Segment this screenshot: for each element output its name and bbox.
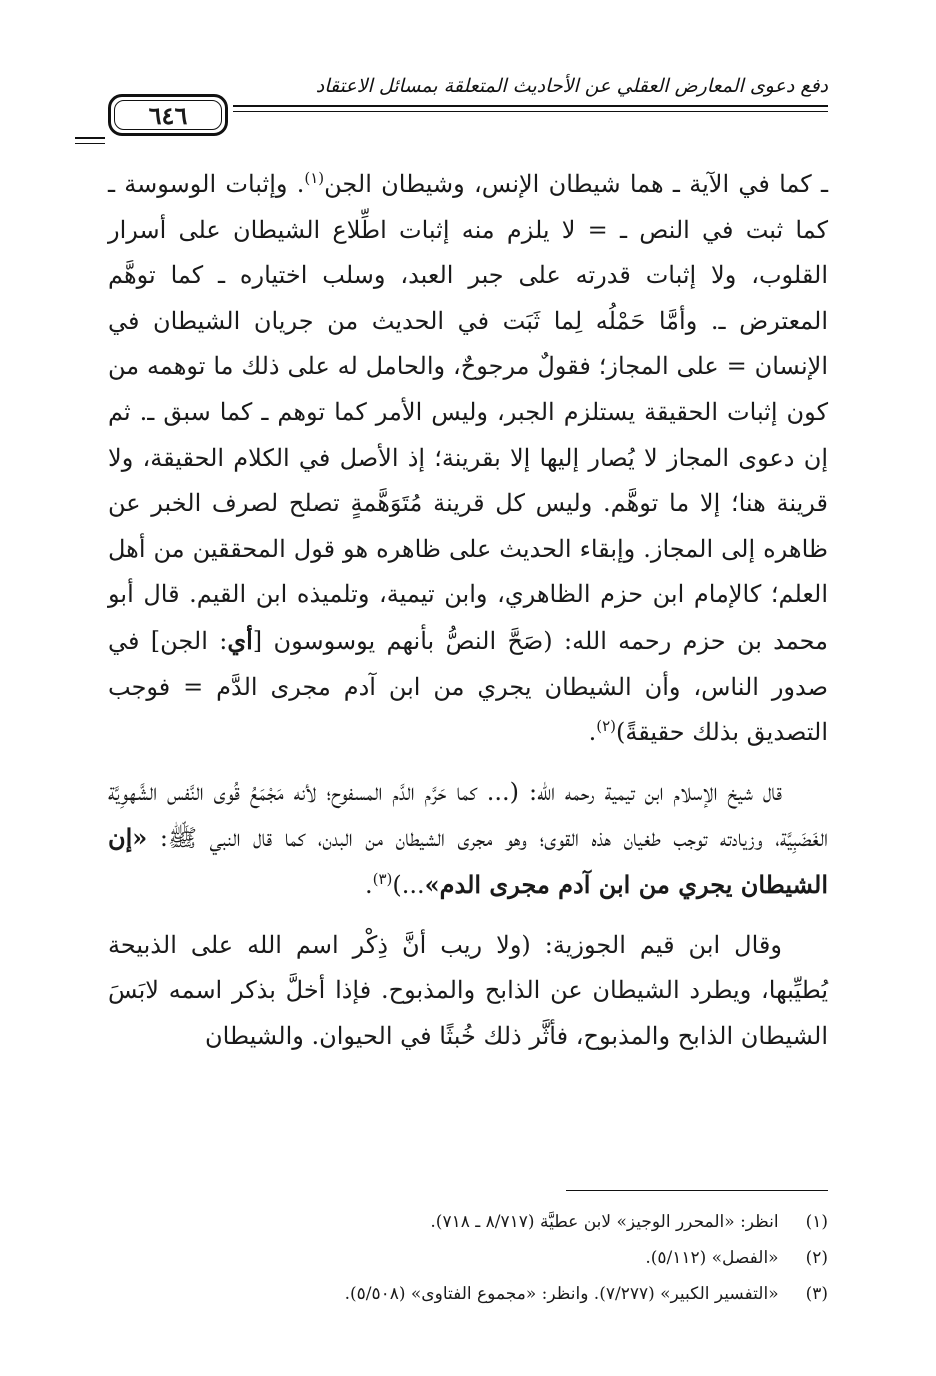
header-rule-left-thin	[75, 143, 105, 144]
footnote-item	[108, 1204, 828, 1240]
page-header	[108, 72, 828, 142]
footnote-item	[108, 1240, 828, 1276]
page-number-text: ٦٤٦	[148, 100, 188, 130]
footnote-reference: (١)	[304, 169, 325, 187]
text-run: وقال ابن قيم الجوزية: (ولا ريب أنَّ ذِكْر اسم الله على الذبيحة يُطيِّبها، ويطرد الشيطان عن الذابح والمذبوح. فإذا أخلَّ بذكر اسمه لابَسَ الشيطان الذابح والمذبوح، فأثَّر ذلك خُبثًا في الحيوان. والشيطان	[108, 930, 828, 1050]
paragraph	[108, 770, 828, 909]
footnote-text: «الفصل» (٥/١١٢).	[645, 1248, 779, 1268]
footnote-number: (١)	[805, 1212, 828, 1232]
header-rule-left	[75, 137, 105, 139]
paragraph	[108, 923, 828, 1060]
text-run: .	[588, 718, 597, 747]
text-run: . وإثبات الوسوسة ـ كما ثبت في النص ـ = لا يلزم منه إثبات اطِّلاع الشيطان على أسرار القلوب، ولا إثبات قدرته على جبر العبد، وسلب اختياره ـ كما توهَّم المعترض ـ. وأمَّا حَمْلُه لِما ثَبَت في الحديث من جريان الشيطان في الإنسان = على المجاز؛ فقولٌ مرجوحٌ، والحامل له على ذلك ما توهمه من كون إثبات الحقيقة يستلزم الجبر، وليس الأمر كما توهم ـ كما سبق ـ. ثم إن دعوى المجاز لا يُصار إليها إلا بقرينة؛ إذ الأصل في الكلام الحقيقة، ولا قرينة هنا؛ إلا ما توهَّم. وليس كل قرينة مُتَوَهَّمةٍ تصلح لصرف الخبر عن ظاهره إلى المجاز. وإبقاء الحديث على ظاهره هو قول المحققين من أهل العلم؛ كالإمام ابن حزم الظاهري، وابن تيمية، وتلميذه ابن القيم. قال أبو محمد بن حزم رحمه الله: (صَحَّ النصُّ بأنهم يوسوسون [	[108, 170, 829, 655]
footnote-reference: (٣)	[372, 869, 393, 888]
text-run: ...)	[392, 870, 425, 899]
page-number	[108, 94, 228, 136]
text-run: قال شيخ الإسلام ابن تيمية رحمه الله: (... كما حَرَّم الدَّم المسفوح؛ لأنه مَجْمَعُ قُوى النَّفس الشَّهوِيَّة الغَضَبِيَّة، وزيادته توجب طغيان هذه القوى؛ وهو مجرى الشيطان من البدن، كما قال النبي ﷺ:	[108, 777, 828, 853]
header-rule-thin	[233, 111, 828, 112]
footnote-text: انظر: «المحرر الوجيز» لابن عطيَّة (٨/٧١٧ ـ ٧١٨).	[430, 1212, 779, 1232]
paragraph	[108, 162, 828, 756]
header-rule	[233, 105, 828, 107]
text-run: .	[364, 870, 373, 899]
footnotes	[108, 1204, 828, 1312]
footnote-separator	[566, 1190, 828, 1191]
footnote-text: «التفسير الكبير» (٧/٢٧٧). وانظر: «مجموع الفتاوى» (٥/٥٠٨).	[344, 1284, 779, 1304]
main-text	[108, 162, 828, 1059]
footnote-reference: (٢)	[596, 717, 616, 736]
footnote-number: (٣)	[805, 1284, 828, 1304]
text-run: ـ كما في الآية ـ هما شيطان الإنس، وشيطان الجن	[324, 170, 828, 198]
text-run: : الجن] في صدور الناس، وأن الشيطان يجري من ابن آدم مجرى الدَّم = فوجب التصديق بذلك حقيقةً)	[108, 626, 828, 747]
footnote-number: (٢)	[805, 1248, 828, 1268]
running-title: دفع دعوى المعارض العقلي عن الأحاديث المتعلقة بمسائل الاعتقاد	[315, 75, 828, 97]
footnote-item	[108, 1276, 828, 1312]
emphasized-text: أي	[227, 625, 253, 655]
emphasized-text: «إن الشيطان يجري من ابن آدم مجرى الدم»	[108, 823, 828, 899]
